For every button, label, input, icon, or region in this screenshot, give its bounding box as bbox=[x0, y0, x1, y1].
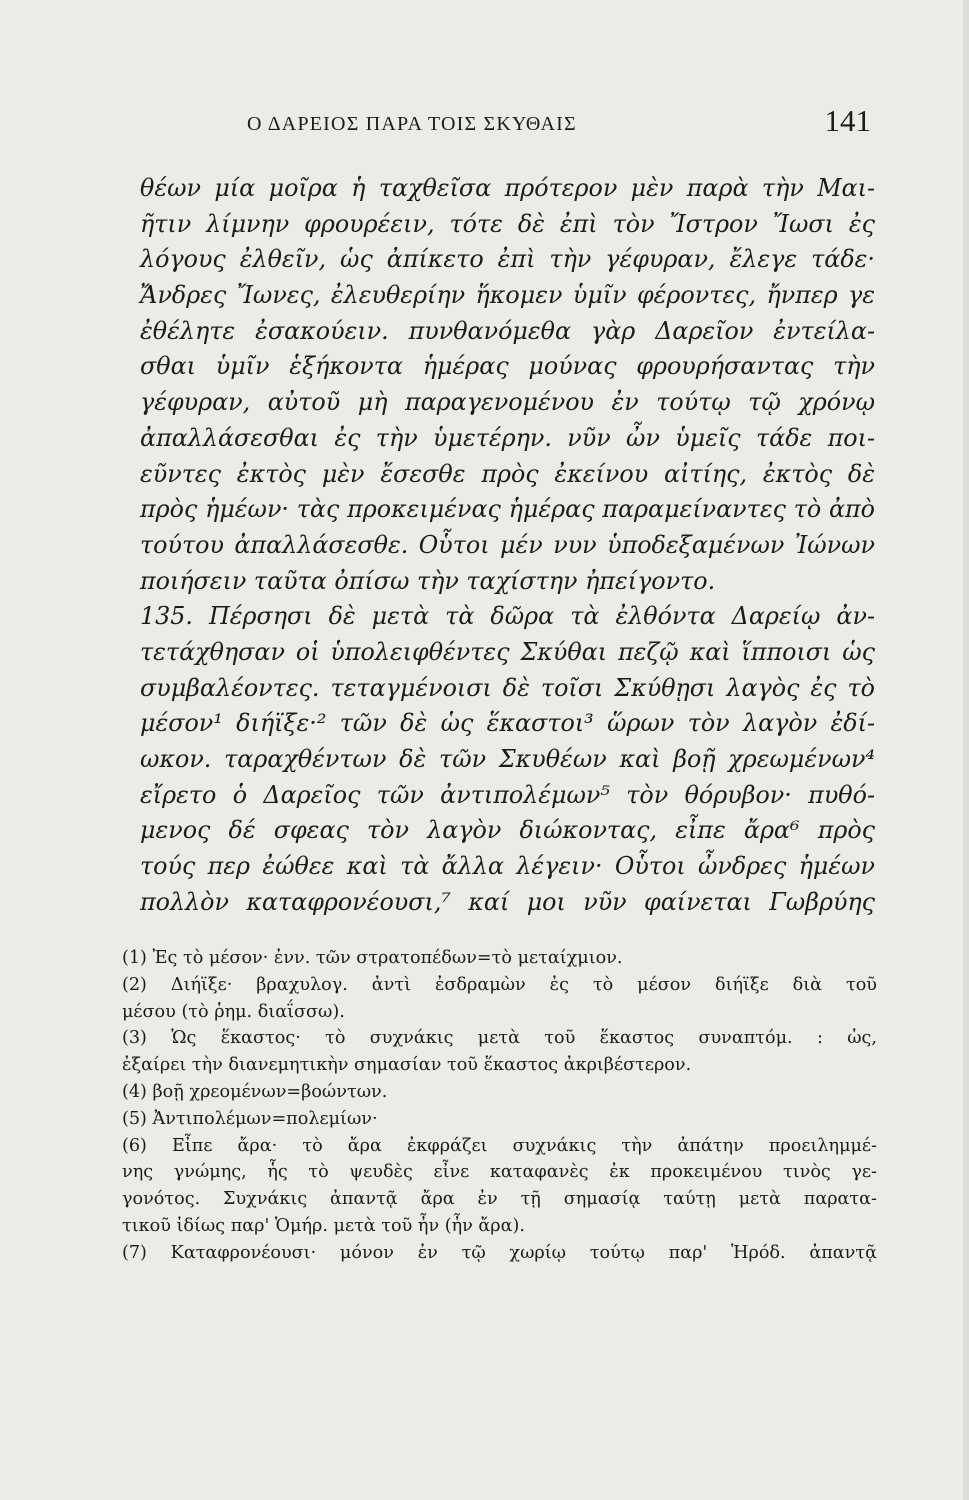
text-line: Ἄνδρες Ἴωνες, ἐλευθερίην ἥκομεν ὑμῖν φέροντες, ἤνπερ γε bbox=[140, 281, 875, 310]
text-line: μέσον¹ διήϊξε·² τῶν δὲ ὡς ἕκαστοι³ ὥρων τὸν λαγὸν ἐδί- bbox=[140, 709, 875, 738]
text-line: ωκον. ταραχθέντων δὲ τῶν Σκυθέων καὶ βοῇ χρεωμένων⁴ bbox=[140, 745, 875, 773]
footnote-line: γονότος. Συχνάκις ἀπαντᾷ ἄρα ἐν τῇ σημασίᾳ ταύτῃ μετὰ παρατα- bbox=[122, 1189, 877, 1210]
text-line: ἀπαλλάσεσθαι ἐς τὴν ὑμετέρην. νῦν ὦν ὑμεῖς τάδε ποι- bbox=[140, 423, 875, 452]
footnote-line: (6) Εἶπε ἄρα· τὸ ἄρα ἐκφράζει συχνάκις τὴν ἀπάτην προειλημμέ- bbox=[122, 1135, 877, 1156]
text-line: λόγους ἐλθεῖν, ὡς ἀπίκετο ἐπὶ τὴν γέφυραν, ἔλεγε τάδε· bbox=[140, 245, 875, 274]
text-line: πολλὸν καταφρονέουσι,⁷ καί μοι νῦν φαίνεται Γωβρύης bbox=[140, 887, 875, 916]
footnote-line: (1) Ἐς τὸ μέσον· ἐνν. τῶν στρατοπέδων=τὸ μεταίχμιον. bbox=[122, 948, 623, 968]
footnotes-block bbox=[122, 945, 877, 1267]
text-line: γέφυραν, αὐτοῦ μὴ παραγενομένου ἐν τούτῳ τῷ χρόνῳ bbox=[140, 388, 875, 417]
text-line: μενος δέ σφεας τὸν λαγὸν διώκοντας, εἶπε ἄρα⁶ πρὸς bbox=[140, 816, 875, 845]
footnote-line: (5) Ἀντιπολέμων=πολεμίων· bbox=[122, 1108, 378, 1129]
text-line: πρὸς ἡμέων· τὰς προκειμένας ἡμέρας παραμείναντες τὸ ἀπὸ bbox=[140, 495, 875, 524]
page-number: 141 bbox=[824, 103, 871, 138]
page-header bbox=[195, 103, 871, 143]
text-line: ῆτιν λίμνην φρουρέειν, τότε δὲ ἐπὶ τὸν Ἴστρον Ἴωσι ἐς bbox=[140, 209, 875, 238]
footnote-line: τικοῦ ἰδίως παρ' Ὁμήρ. μετὰ τοῦ ἦν (ἦν ἄρα). bbox=[122, 1215, 525, 1236]
text-line: εἴρετο ὁ Δαρεῖος τῶν ἀντιπολέμων⁵ τὸν θόρυβον· πυθό- bbox=[140, 780, 875, 809]
running-head: Ο ΔΑΡΕΙΟΣ ΠΑΡΑ ΤΟΙΣ ΣΚΥΘΑΙΣ bbox=[247, 113, 577, 135]
page-edge bbox=[963, 0, 969, 1500]
text-line: ἐθέλητε ἐσακούειν. πυνθανόμεθα γὰρ Δαρεῖον ἐντείλα- bbox=[140, 316, 875, 345]
text-line: θέων μία μοῖρα ἡ ταχθεῖσα πρότερον μὲν παρὰ τὴν Μαι- bbox=[140, 174, 875, 202]
text-line: τετάχθησαν οἱ ὑπολειφθέντες Σκύθαι πεζῷ καὶ ἵπποισι ὡς bbox=[140, 637, 875, 666]
text-line: τούτου ἀπαλλάσεσθε. Οὗτοι μέν νυν ὑποδεξαμένων Ἰώνων bbox=[140, 530, 875, 559]
text-line: σθαι ὑμῖν ἑξήκοντα ἡμέρας μούνας φρουρήσαντας τὴν bbox=[140, 352, 875, 381]
main-text-block bbox=[140, 171, 875, 920]
footnote-line: (7) Καταφρονέουσι· μόνον ἐν τῷ χωρίῳ τούτῳ παρ' Ἡρόδ. ἀπαντᾷ bbox=[122, 1242, 877, 1263]
footnote-line: ἐξαίρει τὴν διανεμητικὴν σημασίαν τοῦ ἕκαστος ἀκριβέστερον. bbox=[122, 1055, 692, 1076]
text-line: συμβαλέοντες. τεταγμένοισι δὲ τοῖσι Σκύθῃσι λαγὸς ἐς τὸ bbox=[140, 673, 875, 702]
text-line: τούς περ ἐώθεε καὶ τὰ ἄλλα λέγειν· Οὗτοι ὦνδρες ἡμέων bbox=[140, 852, 875, 881]
footnote-line: νης γνώμης, ἧς τὸ ψευδὲς εἶνε καταφανὲς ἐκ προκειμένου τινὸς γε- bbox=[122, 1162, 877, 1183]
text-line: ποιήσειν ταῦτα ὀπίσω τὴν ταχίστην ἠπείγοντο. bbox=[140, 566, 716, 595]
footnote-line: (2) Διήϊξε· βραχυλογ. ἀντὶ ἐσδραμὼν ἐς τὸ μέσον διήϊξε διὰ τοῦ bbox=[122, 974, 877, 995]
footnote-line: μέσου (τὸ ῥημ. διαΐσσω). bbox=[122, 1001, 345, 1022]
text-line: εῦντες ἐκτὸς μὲν ἔσεσθε πρὸς ἐκείνου αἰτίης, ἐκτὸς δὲ bbox=[140, 459, 875, 488]
text-line: 135. Πέρσησι δὲ μετὰ τὰ δῶρα τὰ ἐλθόντα Δαρείῳ ἀν- bbox=[140, 602, 875, 631]
footnote-line: (3) Ὡς ἕκαστος· τὸ συχνάκις μετὰ τοῦ ἕκαστος συναπτόμ. : ὡς, bbox=[122, 1028, 877, 1049]
footnote-line: (4) βοῇ χρεομένων=βοώντων. bbox=[122, 1081, 388, 1102]
